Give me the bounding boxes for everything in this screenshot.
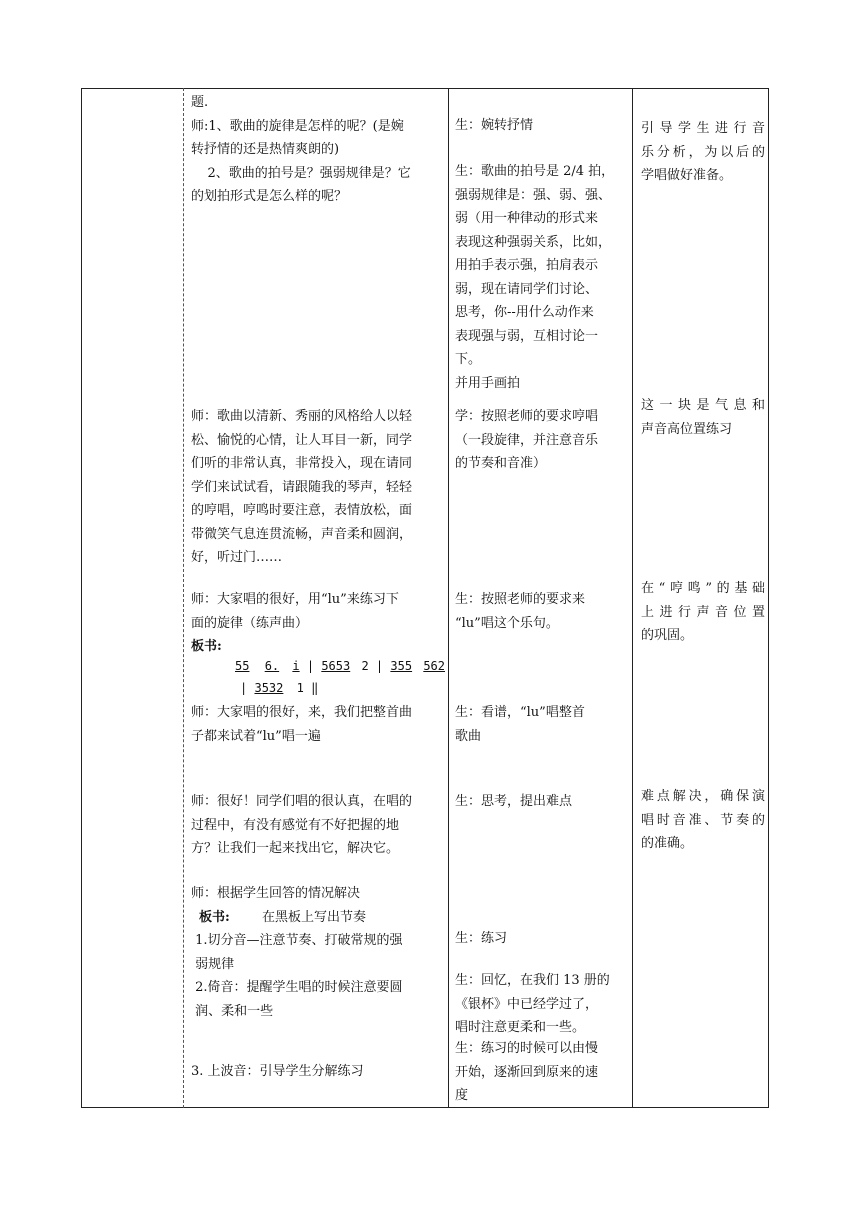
note-group: 3532 (254, 681, 284, 695)
text-line: 面的旋律（练声曲） (191, 615, 309, 631)
student-response-2 (455, 160, 627, 395)
text-line: 生：练习的时候可以由慢 (455, 1041, 599, 1056)
teacher-paragraph-humming (191, 405, 443, 570)
text-line: 的准确。 (641, 836, 694, 851)
text-line: 难点解决，确保演 (641, 789, 765, 804)
text-line: 题. (191, 95, 209, 110)
text-line: 生：回忆，在我们 13 册的 (455, 973, 610, 988)
text-line: 开始，逐渐回到原来的速 (455, 1064, 599, 1080)
column-divider-student (448, 88, 449, 1108)
text-line: 表现强与弱，互相讨论一 (455, 328, 599, 344)
text-line: 用拍手表示强，拍肩表示 (455, 258, 599, 273)
text-line: 这一块是气息和 (641, 398, 765, 413)
text-line: 生：按照老师的要求来 (455, 592, 586, 607)
text-line: 松、愉悦的心情，让人耳目一新，同学 (191, 432, 413, 448)
student-response-8 (455, 969, 627, 1040)
end-barline: ‖ (311, 681, 319, 695)
design-note-1 (641, 117, 765, 188)
text-line: 生：看谱，“lu”唱整首 (455, 705, 585, 720)
text-line: 生：练习 (455, 931, 508, 946)
student-response-4 (455, 588, 627, 635)
text-line: 生：歌曲的拍号是 2/4 拍， (455, 164, 615, 179)
teacher-paragraph-difficulties (191, 790, 443, 861)
note-group: 562 (423, 659, 445, 673)
text-line: 唱时注意更柔和一些。 (455, 1020, 586, 1035)
text-line: 师：很好！同学们唱的很认真，在唱的 (191, 794, 413, 809)
text-line: 师：大家唱的很好，来，我们把整首曲 (191, 705, 413, 720)
text-line: “lu”唱这个乐句。 (455, 615, 559, 631)
note-group: 6. (264, 659, 280, 673)
text-line: 师：歌曲以清新、秀丽的风格给人以轻 (191, 409, 413, 424)
student-response-5 (455, 701, 627, 748)
column-divider-notes (632, 88, 633, 1108)
text-line: 2.倚音：提醒学生唱的时候注意要圆 (191, 980, 403, 995)
note: 2 (361, 659, 369, 673)
text-line: 度 (455, 1088, 469, 1103)
text-line: 方？让我们一起来找出它，解决它。 (191, 841, 400, 856)
board-label: 板书: (199, 909, 230, 925)
text-line: 强弱规律是：强、弱、强、 (455, 187, 612, 203)
design-note-2 (641, 394, 765, 441)
text-line: 上进行声音位置 (641, 604, 765, 620)
text-line: 下。 (455, 352, 482, 367)
text-line: 引导学生进行音 (641, 121, 765, 136)
text-line: 弱（用一种律动的形式来 (455, 211, 599, 226)
note: 1 (296, 681, 304, 695)
text-line: 过程中，有没有感觉有不好把握的地 (191, 817, 400, 833)
text-line: 弱，现在请同学们讨论、 (455, 281, 599, 297)
student-response-6 (455, 790, 627, 814)
text-line: 歌曲 (455, 728, 482, 744)
text-line: 带微笑气息连贯流畅，声音柔和圆润， (191, 526, 413, 542)
note-group: 355 (390, 659, 413, 673)
text-line: 润、柔和一些 (191, 1003, 274, 1019)
text-line: 好，听过门…… (191, 550, 283, 565)
text-line: 的划拍形式是怎么样的呢？ (191, 189, 348, 204)
text-line: 的节奏和音准） (455, 456, 547, 471)
barline: | (375, 659, 384, 673)
text-line: 唱时音准、节奏的 (641, 812, 765, 828)
text-line: 《银杯》中已经学过了， (455, 996, 599, 1012)
text-line: 乐分析，为以后的 (641, 144, 765, 160)
barline: | (306, 659, 315, 673)
text-line: 学唱做好准备。 (641, 168, 733, 183)
text-line: 弱规律 (191, 956, 235, 972)
text-line: 2、歌曲的拍号是？强弱规律是？它 (191, 165, 411, 181)
text-line: 表现这种强弱关系，比如， (455, 234, 612, 250)
board-label: 板书: (191, 639, 222, 654)
text-line: 学：按照老师的要求哼唱 (455, 409, 599, 424)
text-line: 的哼唱，哼鸣时要注意，表情放松，面 (191, 503, 413, 518)
text-line: 学们来试试看，请跟随我的琴声，轻轻 (191, 479, 413, 495)
teacher-paragraph-questions (191, 91, 443, 209)
text-line: （一段旋律，并注意音乐 (455, 432, 599, 448)
design-note-4 (641, 785, 765, 856)
text-line: 师：大家唱的很好，用“lu”来练习下 (191, 592, 399, 607)
column-divider-dashed (183, 88, 184, 1108)
teacher-paragraph-lu-exercise (191, 588, 443, 659)
board-text: 在黑板上写出节奏 (261, 909, 366, 925)
student-response-7 (455, 927, 627, 951)
board-line (191, 906, 443, 930)
text-line: 并用手画拍 (455, 375, 521, 391)
text-line: 师：根据学生回答的情况解决 (191, 886, 361, 901)
teacher-item-3 (191, 1060, 443, 1084)
text-line: 生：婉转抒情 (455, 118, 534, 133)
text-line: 转抒情的还是热情爽朗的) (191, 142, 340, 157)
text-line: 声音高位置练习 (641, 421, 733, 437)
student-response-9 (455, 1037, 627, 1108)
text-line: 3. 上波音：引导学生分解练习 (191, 1064, 364, 1079)
text-line: 子都来试着“lu”唱一遍 (191, 728, 321, 744)
design-note-3 (641, 577, 765, 648)
note-group: 55 (235, 659, 250, 673)
barline: | (240, 681, 248, 695)
text-line: 1.切分音—注意节奏、打破常规的强 (191, 933, 403, 948)
notation-line-2 (240, 678, 318, 698)
teacher-paragraph-solve (191, 882, 443, 1023)
text-line: 思考，你--用什么动作来 (455, 305, 594, 320)
student-response-3 (455, 405, 627, 476)
note-group: 5653 (321, 659, 351, 673)
text-line: 师:1、歌曲的旋律是怎样的呢？(是婉 (191, 118, 404, 134)
teacher-paragraph-whole-song (191, 701, 443, 748)
text-line: 的巩固。 (641, 628, 694, 643)
note-group: i (292, 659, 300, 673)
notation-line-1 (235, 656, 445, 676)
text-line: 在“哼鸣”的基础 (641, 581, 765, 596)
text-line: 生：思考，提出难点 (455, 794, 573, 809)
student-response-1 (455, 114, 627, 138)
text-line: 们听的非常认真，非常投入，现在请同 (191, 456, 413, 471)
